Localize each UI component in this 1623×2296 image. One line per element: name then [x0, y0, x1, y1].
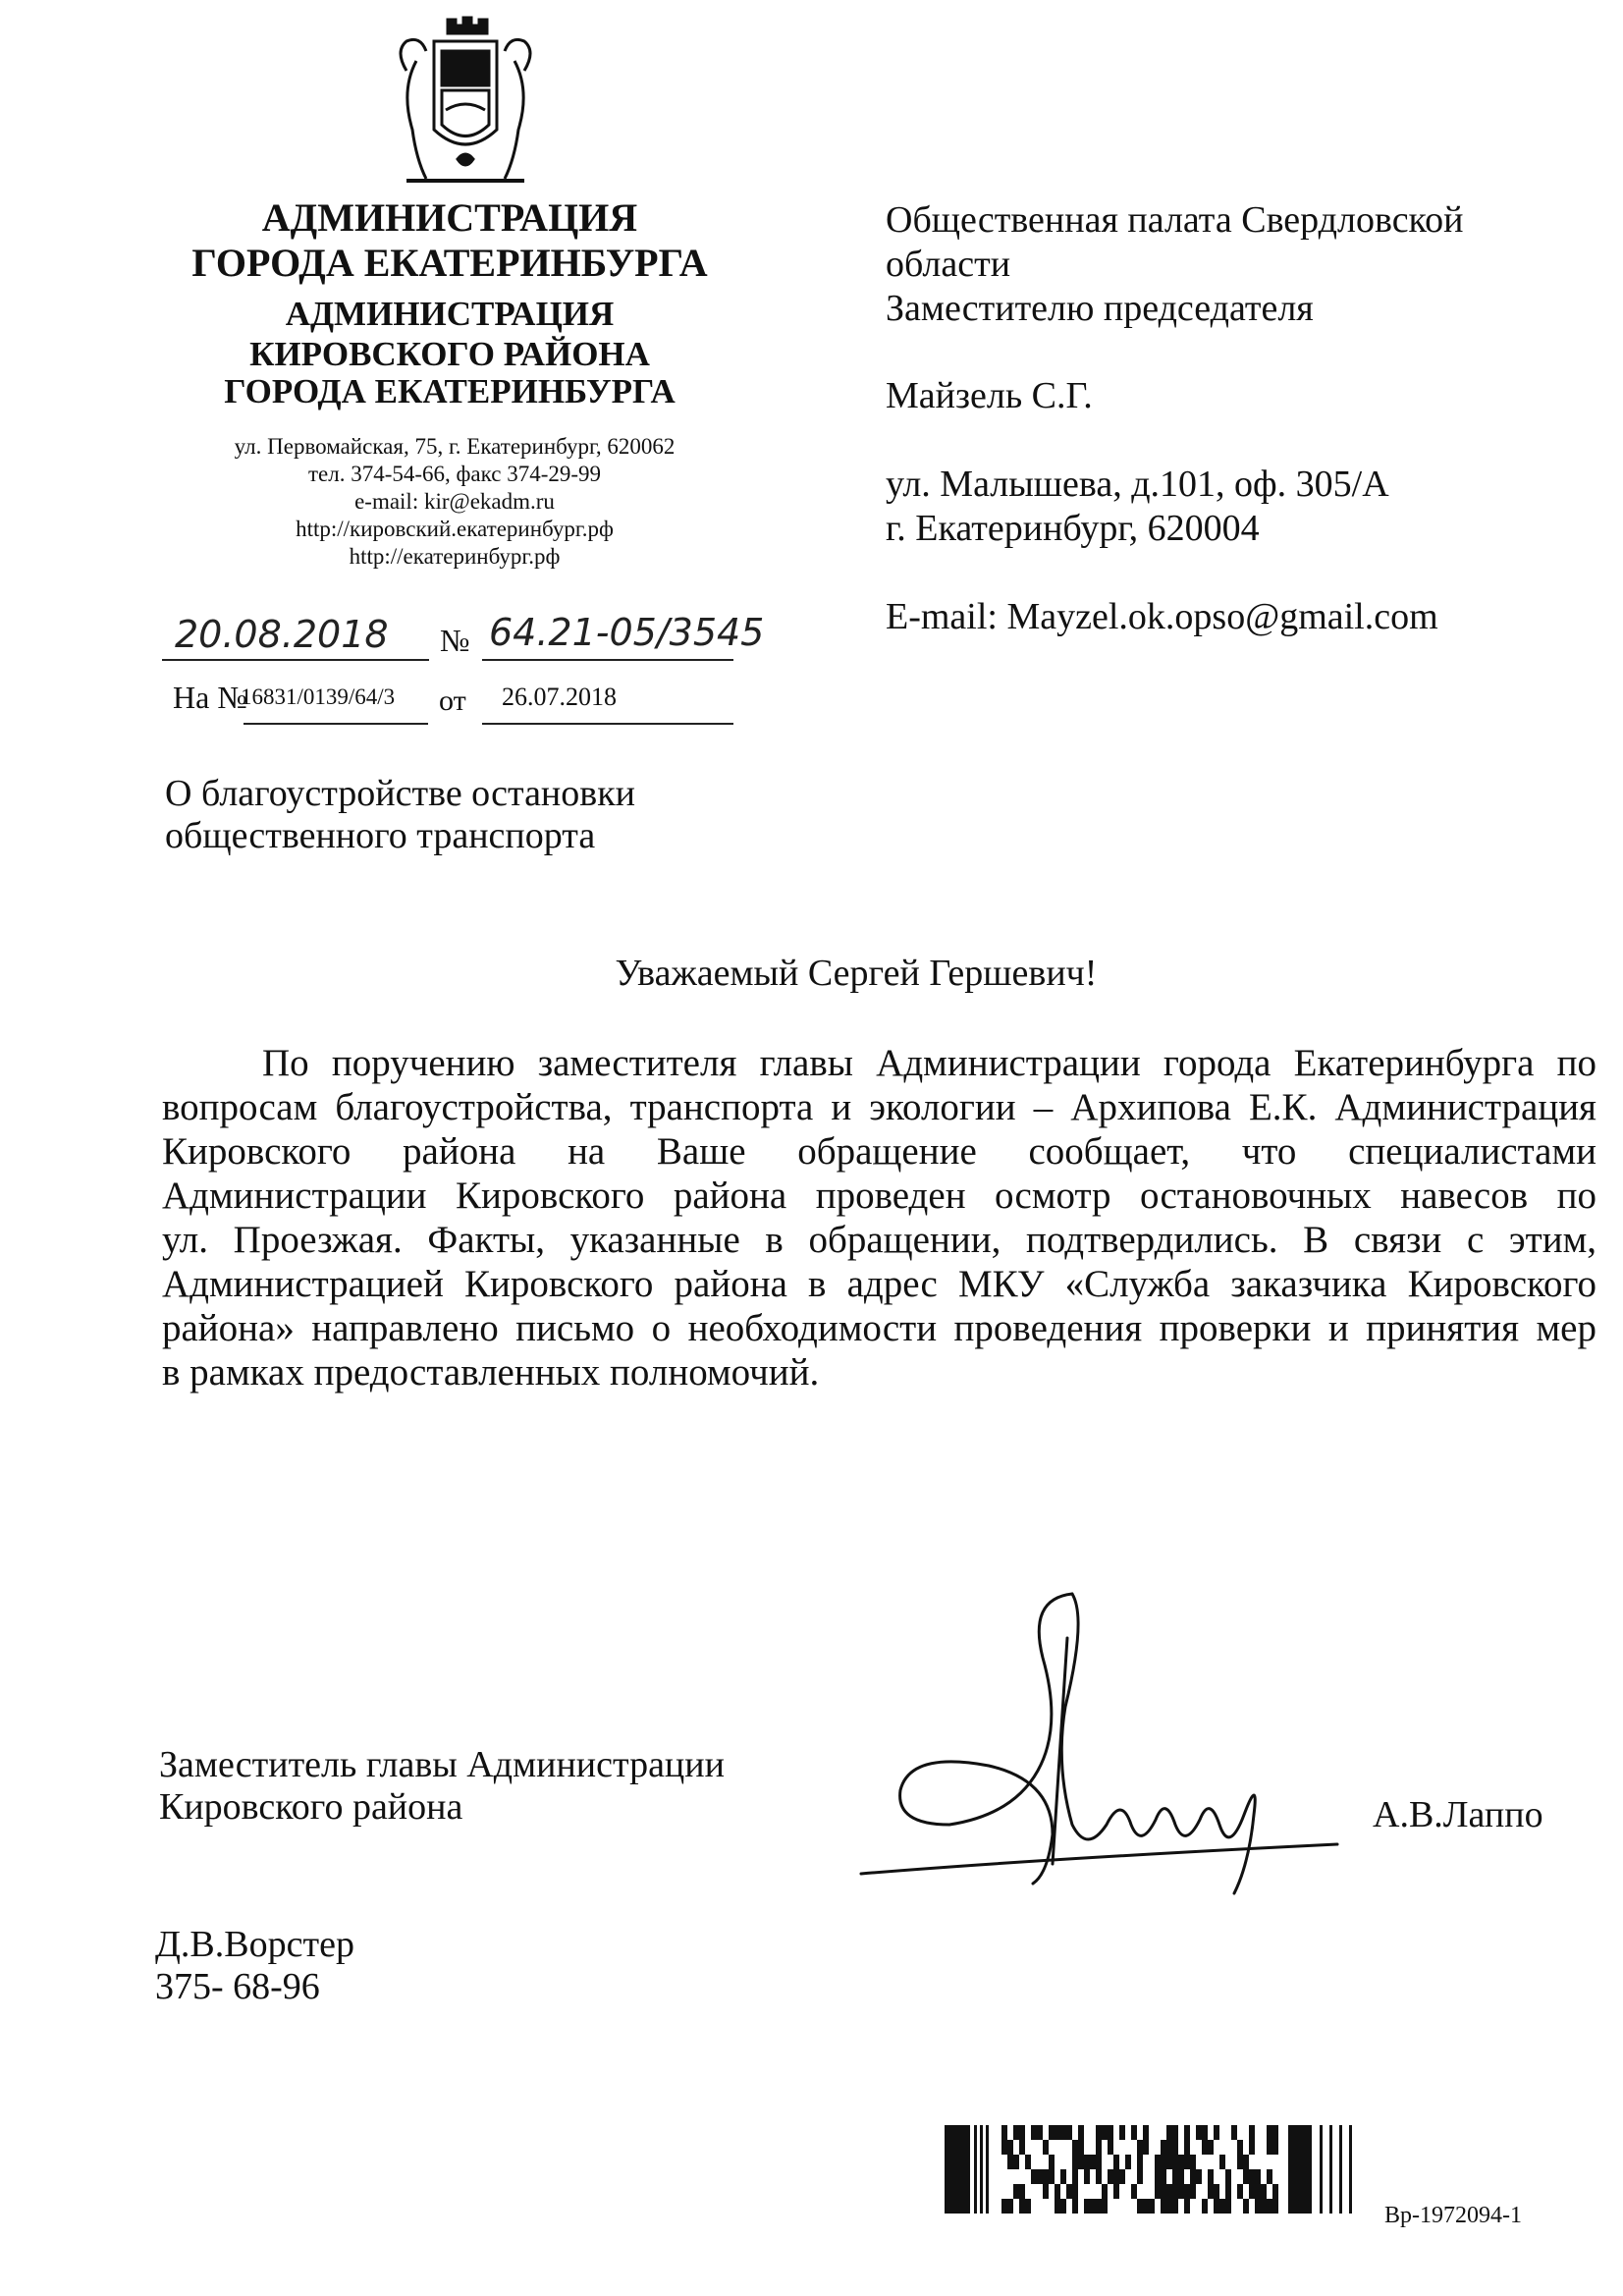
barcode-module [1119, 2125, 1125, 2140]
body-line: По поручению заместителя главы Администрации города Екатеринбурга по [262, 1042, 1596, 1084]
barcode-module [1196, 2169, 1202, 2184]
recipient-org: Общественная палата Свердловской [886, 199, 1464, 241]
signatory-title-line: Кировского района [159, 1786, 463, 1828]
barcode-module [1072, 2199, 1078, 2214]
barcode-module [1231, 2125, 1237, 2140]
reply-prefix: На № [173, 680, 247, 715]
barcode-module [1249, 2169, 1255, 2184]
barcode-module [1025, 2199, 1031, 2214]
barcode-module [1184, 2184, 1190, 2199]
handwritten-signature [841, 1579, 1352, 1908]
barcode-module [1119, 2169, 1125, 2184]
barcode-module [1007, 2140, 1013, 2155]
address-line: ул. Первомайская, 75, г. Екатеринбург, 620062 [234, 434, 676, 459]
barcode-module [1025, 2155, 1031, 2169]
barcode-module [1102, 2125, 1108, 2140]
barcode-module [1078, 2155, 1084, 2169]
barcode-module [1001, 2140, 1007, 2155]
body-line: вопросам благоустройства, транспорта и экологии – Архипова Е.К. Администрация [162, 1086, 1596, 1128]
barcode-module [1108, 2169, 1113, 2184]
barcode-module [1339, 2125, 1342, 2214]
barcode-module [1043, 2169, 1049, 2184]
barcode-module [1060, 2199, 1066, 2214]
website-line: http://екатеринбург.рф [349, 544, 561, 569]
barcode-module [1137, 2140, 1143, 2155]
outgoing-date: 20.08.2018 [175, 613, 389, 656]
executor-name: Д.В.Ворстер [155, 1924, 354, 1965]
reply-number: 16831/0139/64/3 [241, 684, 396, 709]
barcode-module [1172, 2155, 1178, 2169]
barcode-module [1102, 2184, 1108, 2199]
barcode-module [1113, 2169, 1119, 2184]
barcode-module [1166, 2125, 1172, 2140]
barcode-module [986, 2125, 989, 2214]
barcode-module [1255, 2199, 1261, 2214]
barcode-module [1049, 2169, 1055, 2184]
barcode-module [1084, 2199, 1090, 2214]
barcode-module [1267, 2140, 1272, 2155]
barcode-module [980, 2125, 983, 2214]
barcode-module [1072, 2184, 1078, 2199]
barcode-module [1243, 2155, 1249, 2169]
barcode-module [1255, 2169, 1261, 2184]
number-underline [482, 659, 733, 661]
barcode-module [1172, 2184, 1178, 2199]
barcode-module [1055, 2199, 1060, 2214]
dept-name-line: ГОРОДА ЕКАТЕРИНБУРГА [224, 372, 676, 410]
body-line: ул. Проезжая. Факты, указанные в обращении, подтвердились. В связи с этим, [162, 1219, 1596, 1261]
barcode-module [1113, 2155, 1119, 2169]
barcode-module [1143, 2125, 1149, 2140]
reply-date: 26.07.2018 [502, 683, 617, 711]
signatory-title-line: Заместитель главы Администрации [159, 1744, 725, 1785]
barcode-module [1184, 2199, 1190, 2214]
barcode-module [1125, 2155, 1131, 2169]
barcode-module [1202, 2140, 1208, 2155]
barcode-module [1019, 2140, 1025, 2155]
barcode-module [1172, 2125, 1178, 2140]
barcode-module [1225, 2169, 1231, 2184]
barcode-module [1208, 2140, 1214, 2155]
barcode-module [1261, 2199, 1267, 2214]
barcode-module [1049, 2155, 1055, 2169]
barcode-module [1131, 2184, 1137, 2199]
barcode-module [1178, 2169, 1184, 2184]
barcode-module [1066, 2184, 1072, 2199]
barcode-module [1243, 2199, 1249, 2214]
barcode-module [1090, 2155, 1096, 2169]
barcode-module [1096, 2169, 1102, 2184]
body-line: Кировского района на Ваше обращение сообщает, что специалистами [162, 1130, 1596, 1173]
barcode-module [1249, 2125, 1255, 2140]
barcode-module [1166, 2155, 1172, 2169]
recipient-name: Майзель С.Г. [886, 375, 1093, 416]
barcode-module [1137, 2155, 1143, 2169]
subject [165, 773, 635, 857]
barcode-module [1072, 2155, 1078, 2169]
dept-name-line: КИРОВСКОГО РАЙОНА [249, 335, 650, 373]
body-line: в рамках предоставленных полномочий. [162, 1351, 820, 1394]
barcode-module [1261, 2184, 1267, 2199]
barcode-module [1237, 2184, 1243, 2199]
barcode-module [1166, 2199, 1172, 2214]
barcode-module [1161, 2169, 1166, 2184]
barcode-module [1214, 2199, 1219, 2214]
recipient-org: области [886, 244, 1011, 285]
outgoing-number: 64.21-05/3545 [489, 611, 765, 654]
barcode-module [1137, 2199, 1143, 2214]
barcode-module [1161, 2199, 1166, 2214]
barcode-module [1272, 2125, 1278, 2140]
barcode-module [1237, 2155, 1243, 2169]
barcode-module [1214, 2184, 1219, 2199]
barcode-module [1019, 2199, 1025, 2214]
recipient-address [886, 463, 1389, 551]
barcode-module [1196, 2125, 1202, 2140]
barcode-module [1161, 2140, 1166, 2155]
barcode-module [1249, 2140, 1255, 2155]
barcode-module [1190, 2169, 1196, 2184]
reply-from-label: от [439, 684, 466, 717]
reply-number-underline [243, 723, 428, 725]
barcode-module [1013, 2125, 1019, 2140]
number-sign: № [440, 623, 470, 658]
greeting: Уважаемый Сергей Гершевич! [615, 953, 1098, 994]
barcode-module [1184, 2140, 1190, 2155]
body-line: Администрации Кировского района проведен осмотр остановочных навесов по [162, 1175, 1596, 1217]
barcode-module [1161, 2155, 1166, 2169]
barcode-module [1108, 2140, 1113, 2155]
barcode-module [1249, 2184, 1255, 2199]
dept-name-line: АДМИНИСТРАЦИЯ [285, 295, 615, 333]
barcode-module [1060, 2169, 1066, 2184]
barcode-module [1172, 2140, 1178, 2155]
phone-line: тел. 374-54-66, факс 374-29-99 [307, 462, 602, 486]
barcode-module [1178, 2184, 1184, 2199]
letterhead-address [160, 433, 749, 571]
barcode-module [1267, 2125, 1272, 2140]
barcode-module [1055, 2125, 1060, 2140]
barcode-module [1001, 2125, 1007, 2140]
barcode-module [1329, 2125, 1332, 2214]
barcode-module [1131, 2125, 1137, 2140]
reply-date-underline [482, 723, 733, 725]
barcode-module [1272, 2199, 1278, 2214]
barcode-module [1037, 2125, 1043, 2140]
barcode-module [1013, 2184, 1019, 2199]
barcode-module [1178, 2155, 1184, 2169]
barcode-module [1007, 2199, 1013, 2214]
website-line: http://кировский.екатеринбург.рф [296, 517, 614, 541]
barcode-module [1155, 2155, 1161, 2169]
barcode-module [1072, 2140, 1078, 2155]
barcode-module [1155, 2184, 1161, 2199]
barcode-module [1072, 2169, 1078, 2184]
barcode-module [1055, 2184, 1060, 2199]
barcode-module [1090, 2199, 1096, 2214]
signatory-name: А.В.Лаппо [1373, 1794, 1543, 1835]
barcode-module [1267, 2199, 1272, 2214]
barcode-module [1060, 2125, 1066, 2140]
barcode-module [1166, 2140, 1172, 2155]
barcode-module [1161, 2184, 1166, 2199]
barcode-label: Вр-1972094-1 [1384, 2203, 1522, 2228]
barcode-module [1214, 2125, 1219, 2140]
barcode-module [1137, 2169, 1143, 2184]
barcode-module [1166, 2184, 1172, 2199]
barcode-module [1184, 2155, 1190, 2169]
org-name-line: ГОРОДА ЕКАТЕРИНБУРГА [191, 241, 708, 285]
barcode-module [1143, 2140, 1149, 2155]
barcode-module [1208, 2184, 1214, 2199]
barcode-module [1149, 2199, 1155, 2214]
barcode-module [1078, 2125, 1084, 2140]
barcode-module [1225, 2184, 1231, 2199]
letter-body [162, 1041, 1596, 1394]
executor-info [155, 1924, 354, 2008]
barcode-module [1243, 2169, 1249, 2184]
subject-line: О благоустройстве остановки [165, 773, 636, 814]
barcode-module [1096, 2140, 1102, 2155]
barcode-module [1255, 2184, 1261, 2199]
body-line: района» направлено письмо о необходимости проведения проверки и принятия мер [162, 1307, 1596, 1349]
barcode-module [1208, 2169, 1214, 2184]
barcode-module [1037, 2169, 1043, 2184]
barcode-module [1043, 2184, 1049, 2199]
barcode-module [1043, 2140, 1049, 2155]
barcode-module [945, 2125, 970, 2214]
subject-line: общественного транспорта [165, 815, 596, 856]
email-line: e-mail: kir@ekadm.ru [354, 489, 555, 514]
barcode-module [1349, 2125, 1352, 2214]
executor-phone: 375- 68-96 [155, 1966, 320, 2007]
barcode-module [1219, 2155, 1225, 2169]
barcode-module [1190, 2155, 1196, 2169]
barcode-module [1288, 2125, 1312, 2214]
barcode-module [1108, 2125, 1113, 2140]
barcode-module [1143, 2199, 1149, 2214]
barcode-module [1102, 2199, 1108, 2214]
barcode-module [1013, 2155, 1019, 2169]
barcode-module [1172, 2169, 1178, 2184]
pdf417-barcode [945, 2125, 1373, 2214]
recipient-city: г. Екатеринбург, 620004 [886, 508, 1260, 549]
date-underline [162, 659, 429, 661]
barcode-module [1019, 2184, 1025, 2199]
org-name-line: АДМИНИСТРАЦИЯ [261, 195, 638, 240]
barcode-module [1019, 2125, 1025, 2140]
barcode-module [1066, 2125, 1072, 2140]
coat-of-arms-icon [387, 12, 544, 193]
barcode-module [1272, 2184, 1278, 2199]
barcode-module [1225, 2199, 1231, 2214]
barcode-module [1084, 2169, 1090, 2184]
barcode-module [1078, 2140, 1084, 2155]
body-line: Администрацией Кировского района в адрес МКУ «Служба заказчика Кировского [162, 1263, 1596, 1305]
barcode-module [1084, 2155, 1090, 2169]
barcode-module [1190, 2184, 1196, 2199]
barcode-module [1001, 2199, 1007, 2214]
barcode-module [1219, 2199, 1225, 2214]
barcode-module [974, 2125, 977, 2214]
barcode-module [1320, 2125, 1323, 2214]
barcode-module [1096, 2125, 1102, 2140]
barcode-module [1237, 2140, 1243, 2155]
barcode-module [1272, 2140, 1278, 2155]
barcode-module [1202, 2199, 1208, 2214]
barcode-module [1267, 2169, 1272, 2184]
barcode-module [1031, 2125, 1037, 2140]
recipient-street: ул. Малышева, д.101, оф. 305/А [886, 464, 1389, 505]
barcode-module [1172, 2199, 1178, 2214]
barcode-module [1096, 2155, 1102, 2169]
recipient-position: Заместителю председателя [886, 288, 1314, 329]
barcode-module [1031, 2169, 1037, 2184]
barcode-module [1096, 2199, 1102, 2214]
barcode-module [1184, 2125, 1190, 2140]
barcode-module [1155, 2169, 1161, 2184]
barcode-module [1113, 2184, 1119, 2199]
recipient-email: E-mail: Mayzel.ok.opso@gmail.com [886, 596, 1438, 637]
barcode-module [1202, 2125, 1208, 2140]
signatory-title [159, 1744, 725, 1829]
barcode-module [1007, 2155, 1013, 2169]
barcode-module [1049, 2125, 1055, 2140]
recipient-block [886, 198, 1463, 331]
